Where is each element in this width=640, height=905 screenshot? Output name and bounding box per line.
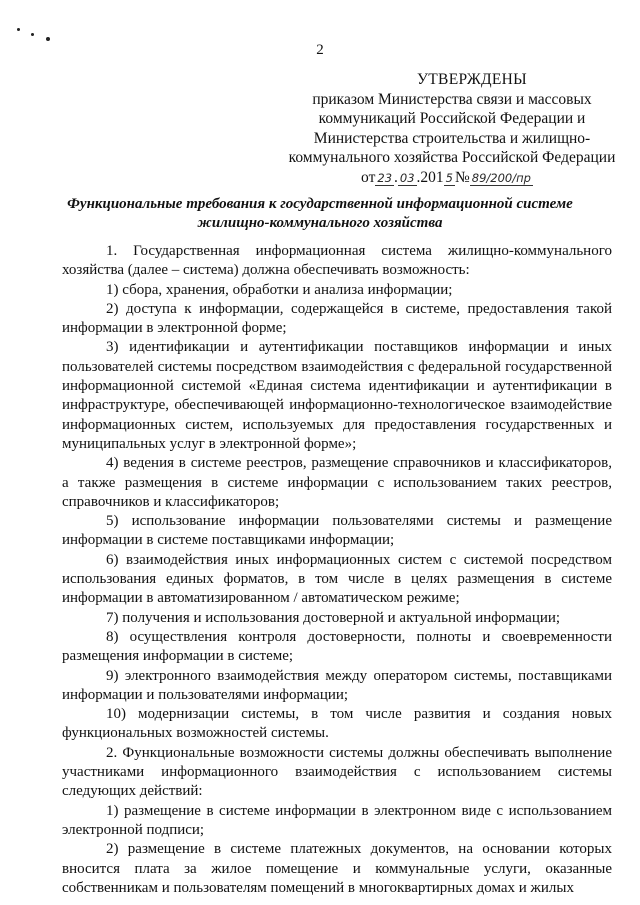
approval-line: коммунального хозяйства Российской Федерации — [288, 149, 616, 166]
order-date-year-digit: 5 — [445, 170, 453, 185]
scan-speck — [17, 28, 20, 31]
paragraph: 1) сбора, хранения, обработки и анализа информации; — [106, 281, 453, 298]
order-number: 89/200/пр — [471, 170, 531, 185]
order-prefix: от — [361, 168, 376, 186]
approval-line: коммуникаций Российской Федерации и — [318, 110, 586, 127]
page-number: 2 — [316, 42, 324, 58]
order-date-number-line — [272, 168, 622, 189]
order-date-year-prefix: .201 — [416, 168, 444, 186]
paragraph: 2) доступа к информации, содержащейся в системе, предоставления такой информации в электронной форме; — [62, 300, 612, 337]
paragraph: 2) размещение в системе платежных документов, на основании которых вносится плата за жилое помещение и коммунальные услуги, оказанные собственникам и пользователям помещений в многоквартирных домах и жилых — [62, 841, 612, 896]
paragraph: 10) модернизации системы, в том числе развития и создания новых функциональных возможностей системы. — [62, 706, 612, 742]
document-heading: Функциональные требования к государственной информационной системе жилищно-коммунального хозяйства — [67, 196, 573, 231]
order-date-day: 23 — [377, 170, 393, 185]
approval-line: Министерства строительства и жилищно- — [313, 129, 591, 147]
paragraph: 6) взаимодействия иных информационных систем с системой посредством использования единых форматов, в том числе в целях размещения в системе информации в автоматизированном / автоматическом режиме; — [62, 551, 612, 607]
order-number-sign: № — [454, 168, 470, 186]
order-date-month: 03 — [399, 170, 415, 185]
approval-title: УТВЕРЖДЕНЫ — [417, 71, 527, 88]
paragraph: 7) получения и использования достоверной и актуальной информации; — [106, 609, 561, 626]
scan-speck — [31, 33, 34, 36]
approval-line: приказом Министерства связи и массовых — [312, 90, 592, 108]
paragraph: 2. Функциональные возможности системы должны обеспечивать выполнение участниками информационного взаимодействия с использованием системы следующих действий: — [62, 744, 612, 800]
paragraph: 9) электронного взаимодействия между оператором системы, поставщиками информации и пользователями информации; — [62, 667, 612, 703]
document-body — [62, 242, 612, 898]
paragraph: 1) размещение в системе информации в электронном виде с использованием электронной подписи; — [62, 802, 612, 838]
paragraph: 4) ведения в системе реестров, размещение справочников и классификаторов, а также размещения в системе информации с использованием таких реестров, справочников и классификаторов; — [62, 455, 612, 510]
paragraph: 5) использование информации пользователями системы и размещение информации в системе поставщиками информации; — [62, 513, 612, 549]
paragraph: 3) идентификации и аутентификации поставщиков информации и иных пользователей системы посредством взаимодействия с федеральной государственной информационной системой «Единая система идентификации и аутентификации в инфраструктуре, обеспечивающей информационно-технологическое взаимодействие информационных систем, используемых для предоставления государственных и муниципальных услуг в электронной форме»; — [62, 339, 612, 452]
paragraph: 8) осуществления контроля достоверности, полноты и своевременности размещения информации в системе; — [62, 628, 612, 665]
approval-stamp — [282, 70, 622, 188]
scan-speck — [46, 37, 50, 41]
paragraph: 1. Государственная информационная система жилищно-коммунального хозяйства (далее – система) должна обеспечивать возможность: — [62, 243, 612, 279]
order-date-separator: . — [394, 168, 398, 186]
